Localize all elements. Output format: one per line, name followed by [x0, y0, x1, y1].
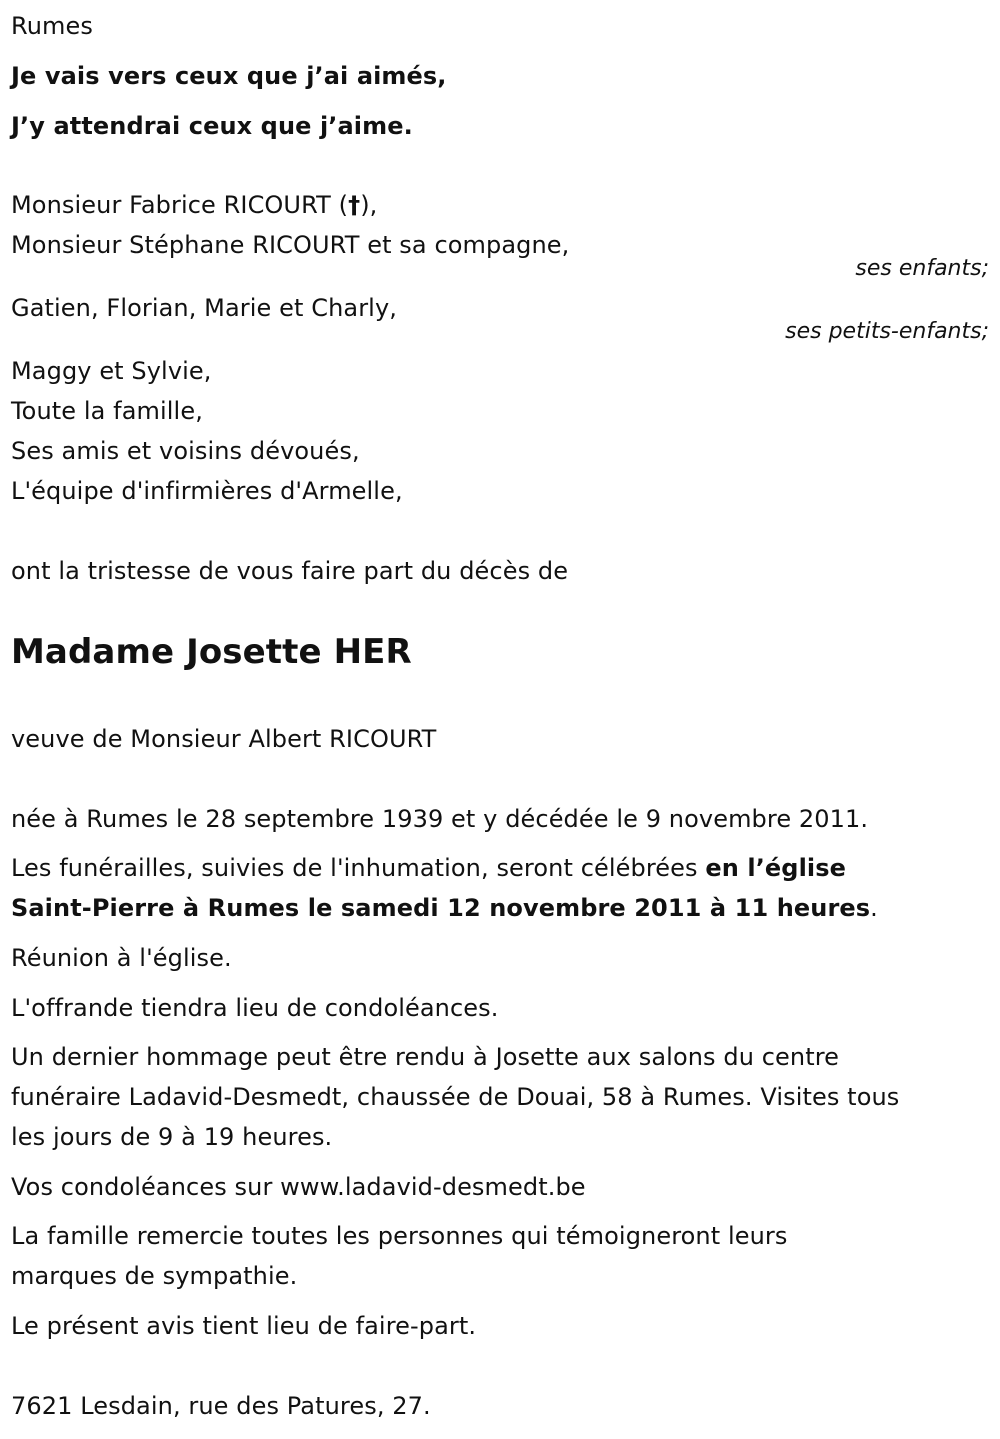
notice: Le présent avis tient lieu de faire-part. [11, 1312, 477, 1340]
condolences: Vos condoléances sur www.ladavid-desmedt.be [11, 1173, 586, 1201]
child-1 [11, 185, 377, 225]
tribute-line-2: funéraire Ladavid-Desmedt, chaussée de Douai, 58 à Rumes. Visites tous [11, 1083, 900, 1111]
thanks-line-1: La famille remercie toutes les personnes qui témoigneront leurs [11, 1222, 788, 1250]
address: 7621 Lesdain, rue des Patures, 27. [11, 1392, 431, 1420]
quote-line-1: Je vais vers ceux que j’ai aimés, [11, 62, 447, 90]
family-other-2: Toute la famille, [11, 397, 203, 425]
children-role: ses enfants; [855, 256, 989, 281]
family-other-4: L'équipe d'infirmières d'Armelle, [11, 477, 403, 505]
deceased-name: Madame Josette HER [11, 632, 412, 672]
grandchildren: Gatien, Florian, Marie et Charly, [11, 294, 397, 322]
quote-line-2: J’y attendrai ceux que j’aime. [11, 112, 413, 140]
place-name: Rumes [11, 12, 93, 40]
funeral-end: . [870, 894, 878, 922]
widow-of: veuve de Monsieur Albert RICOURT [11, 725, 437, 753]
funeral-line-1 [11, 848, 846, 888]
funeral-date-time: Saint-Pierre à Rumes le samedi 12 novembre 2011 à 11 heures [11, 894, 871, 922]
tribute-line-3: les jours de 9 à 19 heures. [11, 1123, 333, 1151]
cross-icon: † [348, 191, 361, 219]
family-other-1: Maggy et Sylvie, [11, 357, 212, 385]
meeting: Réunion à l'église. [11, 944, 232, 972]
offering: L'offrande tiendra lieu de condoléances. [11, 994, 499, 1022]
announcement: ont la tristesse de vous faire part du décès de [11, 557, 569, 585]
child-1-suffix: ), [360, 191, 378, 219]
child-1-name: Monsieur Fabrice RICOURT ( [11, 191, 349, 219]
thanks-line-2: marques de sympathie. [11, 1262, 298, 1290]
funeral-church: en l’église [705, 854, 846, 882]
funeral-intro: Les funérailles, suivies de l'inhumation, seront célébrées [11, 854, 706, 882]
grandchildren-role: ses petits-enfants; [785, 319, 989, 344]
tribute-line-1: Un dernier hommage peut être rendu à Josette aux salons du centre [11, 1043, 840, 1071]
family-other-3: Ses amis et voisins dévoués, [11, 437, 360, 465]
funeral-line-2 [11, 888, 878, 928]
birth-death: née à Rumes le 28 septembre 1939 et y décédée le 9 novembre 2011. [11, 805, 869, 833]
child-2: Monsieur Stéphane RICOURT et sa compagne, [11, 231, 570, 259]
